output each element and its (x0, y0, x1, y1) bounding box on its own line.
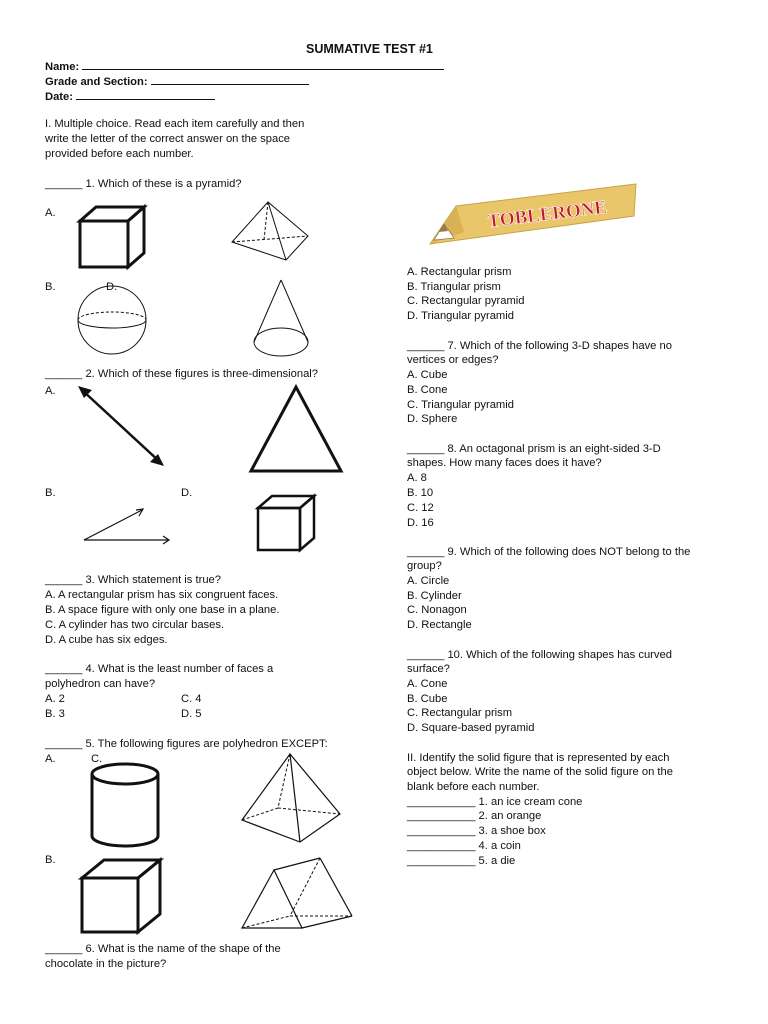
grade-section-label: Grade and Section: (45, 76, 148, 88)
section2-instructions-line1: II. Identify the solid figure that is represented by each (407, 752, 670, 764)
date-field[interactable] (45, 88, 215, 105)
q4-question-line2: polyhedron can have? (45, 678, 156, 690)
q5-letter-b: B. (45, 854, 56, 866)
q1-cube-figure (78, 205, 150, 269)
q8-question-line2: shapes. How many faces does it have? (407, 457, 602, 469)
q3-choice-c: C. A cylinder has two circular bases. (45, 619, 225, 631)
q2-triangle-figure (248, 384, 344, 474)
q1-cone-figure (250, 278, 312, 360)
q2-letter-d: D. (181, 487, 193, 499)
toblerone-brand-text: TOBLERONE (486, 196, 609, 233)
q3-question: ______ 3. Which statement is true? (45, 574, 221, 586)
q6-question-line2: chocolate in the picture? (45, 958, 167, 970)
q10-choice-a: A. Cone (407, 678, 448, 690)
q7-choice-c: C. Triangular pyramid (407, 399, 514, 411)
q6-choice-d: D. Triangular pyramid (407, 310, 514, 322)
q8-choice-b: B. 10 (407, 487, 434, 499)
q5-letter-c: C. (91, 753, 103, 765)
q5-question: ______ 5. The following figures are polyhedron EXCEPT: (45, 738, 328, 750)
q1-letter-a: A. (45, 207, 56, 219)
q5-letter-a: A. (45, 753, 56, 765)
q4-choice-a: A. 2 (45, 693, 65, 705)
q2-line-figure (76, 386, 166, 466)
q6-choice-c: C. Rectangular pyramid (407, 295, 525, 307)
q8-choice-c: C. 12 (407, 502, 434, 514)
date-label: Date: (45, 91, 73, 103)
q1-letter-d: D. (106, 281, 118, 293)
q3-choice-a: A. A rectangular prism has six congruent faces. (45, 589, 279, 601)
q9-choice-b: B. Cylinder (407, 590, 462, 602)
q7-question-line2: vertices or edges? (407, 354, 499, 366)
q3-choice-b: B. A space figure with only one base in a plane. (45, 604, 280, 616)
q6-choice-b: B. Triangular prism (407, 281, 501, 293)
q2-question: ______ 2. Which of these figures is three-dimensional? (45, 368, 319, 380)
q9-choice-c: C. Nonagon (407, 604, 467, 616)
q4-choice-d: D. 5 (181, 708, 202, 720)
q7-choice-d: D. Sphere (407, 413, 458, 425)
q5-cylinder-figure (90, 762, 160, 848)
date-blank[interactable] (76, 88, 215, 100)
q5-cube-figure (80, 858, 162, 934)
section2-item-3: ___________ 3. a shoe box (407, 825, 546, 837)
q6-choice-a: A. Rectangular prism (407, 266, 512, 278)
section2-instructions-line3: blank before each number. (407, 781, 540, 793)
section2-item-4: ___________ 4. a coin (407, 840, 521, 852)
q2-cube-figure (256, 494, 318, 552)
q9-choice-a: A. Circle (407, 575, 450, 587)
q9-question-line1: ______ 9. Which of the following does NOT belong to the (407, 546, 691, 558)
q1-pyramid-figure (228, 200, 310, 264)
q1-sphere-figure (76, 284, 148, 356)
q7-choice-b: B. Cone (407, 384, 448, 396)
section1-instructions-line2: write the letter of the correct answer on the space (45, 133, 291, 145)
q6-question-line1: ______ 6. What is the name of the shape of the (45, 943, 281, 955)
q9-question-line2: group? (407, 560, 442, 572)
q10-question-line1: ______ 10. Which of the following shapes has curved (407, 649, 672, 661)
q1-letter-b: B. (45, 281, 56, 293)
name-blank[interactable] (82, 58, 444, 70)
q3-choice-d: D. A cube has six edges. (45, 634, 168, 646)
q10-choice-b: B. Cube (407, 693, 448, 705)
section1-instructions-line3: provided before each number. (45, 148, 194, 160)
q4-question-line1: ______ 4. What is the least number of faces a (45, 663, 274, 675)
q4-choice-b: B. 3 (45, 708, 65, 720)
q10-choice-c: C. Rectangular prism (407, 707, 513, 719)
q8-choice-d: D. 16 (407, 517, 434, 529)
q10-question-line2: surface? (407, 663, 450, 675)
section1-instructions-line1: I. Multiple choice. Read each item carefully and then (45, 118, 305, 130)
q5-triangular-prism-figure (240, 856, 354, 932)
section2-instructions-line2: object below. Write the name of the solid figure on the (407, 766, 673, 778)
q1-question: ______ 1. Which of these is a pyramid? (45, 178, 242, 190)
q4-choice-c: C. 4 (181, 693, 202, 705)
grade-section-blank[interactable] (151, 73, 309, 85)
section2-item-2: ___________ 2. an orange (407, 810, 542, 822)
page-title: SUMMATIVE TEST #1 (306, 42, 433, 56)
name-label: Name: (45, 61, 80, 73)
q2-letter-b: B. (45, 487, 56, 499)
q8-choice-a: A. 8 (407, 472, 427, 484)
q7-choice-a: A. Cube (407, 369, 448, 381)
q2-letter-a: A. (45, 385, 56, 397)
toblerone-bar-image (428, 180, 638, 250)
section2-item-5: ___________ 5. a die (407, 855, 516, 867)
q9-choice-d: D. Rectangle (407, 619, 472, 631)
q2-angle-figure (82, 508, 172, 542)
q5-pyramid-figure (240, 752, 342, 844)
q10-choice-d: D. Square-based pyramid (407, 722, 535, 734)
q7-question-line1: ______ 7. Which of the following 3-D shapes have no (407, 340, 672, 352)
section2-item-1: ___________ 1. an ice cream cone (407, 796, 583, 808)
q8-question-line1: ______ 8. An octagonal prism is an eight-sided 3-D (407, 443, 661, 455)
